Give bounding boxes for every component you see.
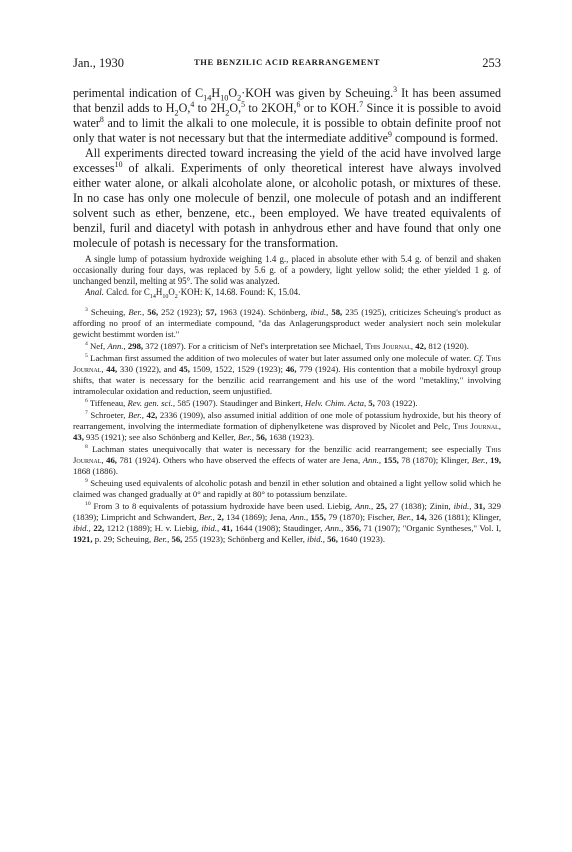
page-number: 253: [482, 56, 501, 70]
paragraph-1: perimental indication of $C_{14}H_{10}O_2\cdot KOH$ was given by Scheuing.$^3$ It has been assumed that benzil adds to $H_2O,^4$ to $2H_2O,^5$ to 2KOH,$^6$ or to KOH.$^7$ Since it is possible to avoid water$^8$ and to limit the alkali to one molecule, it is possible to obtain definite proof not only that water is not necessary but that the intermediate additive$^9$ compound is formed.: [73, 84, 502, 145]
footnote-ref[interactable]: 5: [241, 99, 246, 109]
footnote-ref[interactable]: 7: [359, 99, 364, 109]
footnote-8: $^8$ Lachman states unequivocally that water is necessary for the benzilic acid rearrangement; see especially This Journal, 46, 781 (1924). Others who have observed the effects of water are Jena, Ann., 155, 78 (1870); Klinger, Ber., 19, 1868 (1886).: [73, 444, 502, 476]
analysis-line: Anal. Calcd. for $C_{14}H_{10}O_2\cdot KOH$: K, 14.68. Found: K, 15.04.: [85, 287, 301, 300]
issue-date: Jan., 1930: [73, 56, 125, 70]
experiment-description: A single lump of potassium hydroxide weighing 1.4 g., placed in absolute ether with 5.4 g. of benzil and shaken occasionally during four days, was replaced by 5.6 g. of a powdery, light yellow solid; the ether yielded 1 g. of unchanged benzil, melting at 95°. The solid was analyzed.: [73, 254, 501, 286]
footnote-4: $^4$ Nef, Ann., 298, 372 (1897). For a criticism of Nef's interpretation see Michael, This Journal, 42, 812 (1920).: [85, 341, 469, 351]
running-title: THE BENZILIC ACID REARRANGEMENT: [193, 57, 381, 67]
footnote-ref[interactable]: 10: [114, 159, 123, 169]
footnote-6: $^6$ Tiffeneau, Rev. gen. sci., 585 (1907). Staudinger and Binkert, Helv. Chim. Acta, 5, 703 (1922).: [85, 398, 418, 408]
footnote-10: $^{10}$ From 3 to 8 equivalents of potassium hydroxide have been used. Liebig, Ann., 25, 27 (1838); Zinin, ibid., 31, 329 (1839); Limpricht and Schwandert, Ber., 2, 134 (1869); Jena, Ann., 155, 79 (1870); Fischer, Ber., 14, 326 (1881); Klinger, ibid., 22, 1212 (1889); H. v. Liebig, ibid., 41, 1644 (1908); Staudinger, Ann., 356, 71 (1907); "Organic Syntheses," Vol. I, 1921, p. 29; Scheuing, Ber., 56, 255 (1923); Schönberg and Keller, ibid., 56, 1640 (1923).: [73, 501, 502, 544]
footnote-ref[interactable]: 6: [296, 99, 301, 109]
paragraph-2: All experiments directed toward increasing the yield of the acid have involved large excesses$^{10}$ of alkali. Experiments of only theoretical interest have always involved either water alone, or alkali alcoholate alone, or alcoholic potash, or mixtures of these. In no case has only one molecule of benzil, one molecule of potash and an indifferent solvent such as ether, benzene, etc., been employed. We have treated equivalents of benzil, furil and diacetyl with potash in anhydrous ether and have found that only one molecule of potash is necessary for the transformation.: [73, 146, 501, 250]
footnote-5: $^5$ Lachman first assumed the addition of two molecules of water but later assumed only one molecule of water. Cf. This Journal, 44, 330 (1922), and 45, 1509, 1522, 1529 (1923); 46, 779 (1924). His contention that a mobile hydroxyl group shifts, that water is necessary for the benzilic acid rearrangement and his use of the word "metakliny," involving intramolecular oxidation and reduction, seem unjustified.: [73, 353, 501, 396]
footnote-ref[interactable]: 4: [190, 99, 195, 109]
footnote-9: $^9$ Scheuing used equivalents of alcoholic potash and benzil in ether solution and obtained a light yellow solid which he claimed was changed gradually at 0° and rapidly at 80° to potassium benzilate.: [73, 478, 501, 499]
experimental-section: [73, 254, 501, 298]
footnote-7: $^7$ Schroeter, Ber., 42, 2336 (1909), also assumed initial addition of one mole of potassium hydroxide, but his theory of rearrangement, involving the intermediate formation of diphenylketene was disproved by Nicolet and Pelc, This Journal, 43, 935 (1921); see also Schönberg and Keller, Ber., 56, 1638 (1923).: [73, 410, 501, 442]
page-header: [73, 56, 501, 76]
footnote-ref[interactable]: 3: [393, 84, 398, 94]
footnote-ref[interactable]: 9: [388, 129, 392, 139]
journal-page: [73, 56, 501, 546]
footnote-3: $^3$ Scheuing, Ber., 56, 252 (1923); 57, 1963 (1924). Schönberg, ibid., 58, 235 (1925), criticizes Scheuing's product as affording no proof of an intermediate compound, "da das Anlagerungsproduct weder analysiert noch sein molekular gewicht bestimmt worden ist.": [73, 307, 501, 339]
footnote-ref[interactable]: 8: [99, 114, 104, 124]
footnotes: [73, 307, 501, 545]
main-text: [73, 86, 501, 251]
